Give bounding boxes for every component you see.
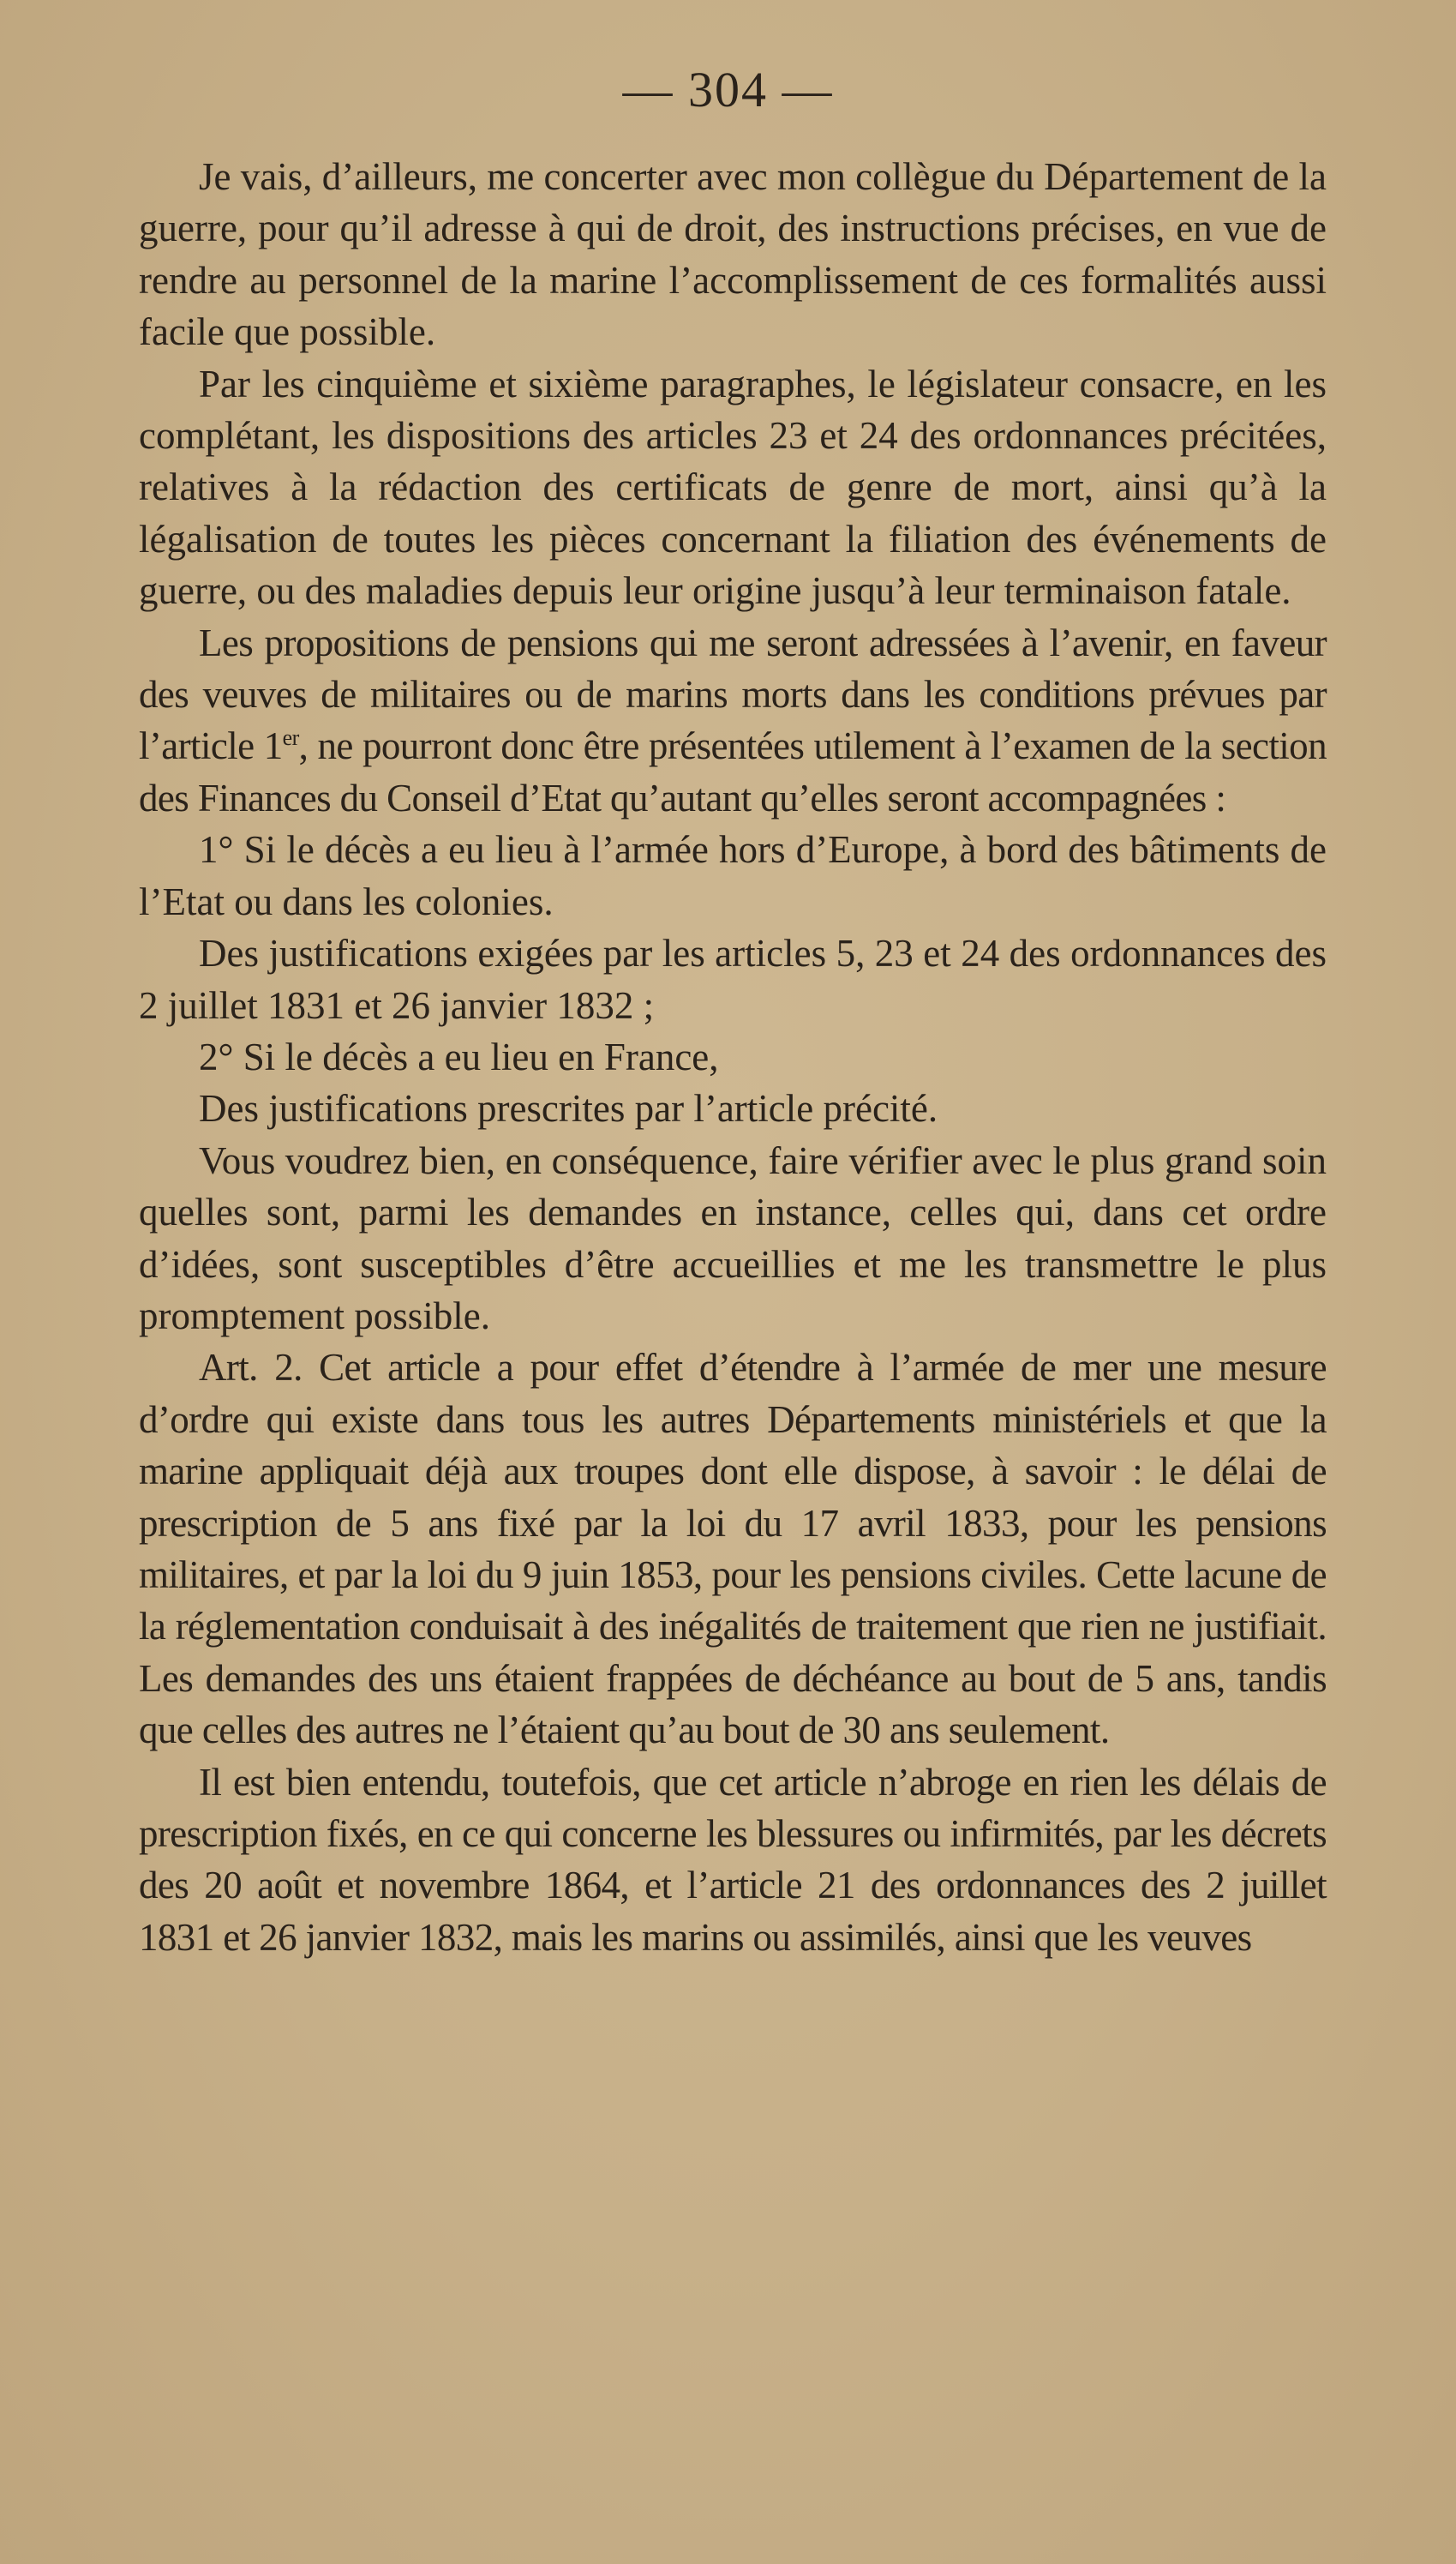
superscript-text: er	[282, 725, 299, 751]
paragraph-text: Les propositions de pensions qui me seront adressées à l’avenir, en faveur des veuves de militaires ou de marins morts dans les conditions prévues par l’article 1	[139, 621, 1327, 768]
text-body	[139, 151, 1327, 1963]
paragraph	[139, 1135, 1327, 1342]
paragraph-text: Art. 2. Cet article a pour effet d’étendre à l’armée de mer une mesure d’ordre qui existe dans tous les autres Départements ministériels et que la marine appliquait déjà aux troupes dont elle dispose, à savoir : le délai de prescription de 5 ans fixé par la loi du 17 avril 1833, pour les pensions militaires, et par la loi du 9 juin 1853, pour les pensions civiles. Cette lacune de la réglementation conduisait à des inégalités de traitement que rien ne justifiait. Les demandes des uns étaient frappées de déchéance au bout de 5 ans, tandis que celles des autres ne l’étaient qu’au bout de 30 ans seulement.	[139, 1346, 1327, 1752]
page-number: — 304 —	[622, 62, 834, 117]
paragraph-text: Je vais, d’ailleurs, me concerter avec mon collègue du Département de la guerre, pour qu’il adresse à qui de droit, des instructions précises, en vue de rendre au personnel de la marine l’accomplissement de ces formalités aussi facile que possible.	[139, 155, 1327, 354]
paragraph	[139, 1342, 1327, 1756]
paragraph	[139, 1756, 1327, 1964]
paragraph-text: 2° Si le décès a eu lieu en France,	[199, 1035, 719, 1078]
paragraph-text: 1° Si le décès a eu lieu à l’armée hors d’Europe, à bord des bâtiments de l’Etat ou dans les colonies.	[139, 828, 1327, 923]
paragraph	[139, 1083, 1327, 1134]
paragraph	[139, 151, 1327, 358]
paragraph-text: Par les cinquième et sixième paragraphes, le législateur consacre, en les complétant, les dispositions des articles 23 et 24 des ordonnances précitées, relatives à la rédaction des certificats de genre de mort, ainsi qu’à la légalisation de toutes les pièces concernant la filiation des événements de guerre, ou des maladies depuis leur origine jusqu’à leur terminaison fatale.	[139, 362, 1327, 613]
paragraph-text: Des justifications exigées par les articles 5, 23 et 24 des ordonnances des 2 juillet 1831 et 26 janvier 1832 ;	[139, 932, 1327, 1027]
paragraph-text: Vous voudrez bien, en conséquence, faire vérifier avec le plus grand soin quelles sont, parmi les demandes en instance, celles qui, dans cet ordre d’idées, sont susceptibles d’être accueillies et me les transmettre le plus promptement possible.	[139, 1138, 1327, 1337]
paragraph-text: Des justifications prescrites par l’article précité.	[199, 1087, 938, 1131]
paragraph	[139, 824, 1327, 928]
paragraph	[139, 1031, 1327, 1083]
paragraph	[139, 617, 1327, 825]
paragraph-text: , ne pourront donc être présentées utilement à l’examen de la section des Finances du Conseil d’Etat qu’autant qu’elles seront accompagnées :	[139, 724, 1327, 820]
paragraph	[139, 358, 1327, 617]
paragraph-text: Il est bien entendu, toutefois, que cet article n’abroge en rien les délais de prescription fixés, en ce qui concerne les blessures ou infirmités, par les décrets des 20 août et novembre 1864, et l’article 21 des ordonnances des 2 juillet 1831 et 26 janvier 1832, mais les marins ou assimilés, ainsi que les veuves	[139, 1760, 1327, 1959]
paragraph	[139, 928, 1327, 1031]
